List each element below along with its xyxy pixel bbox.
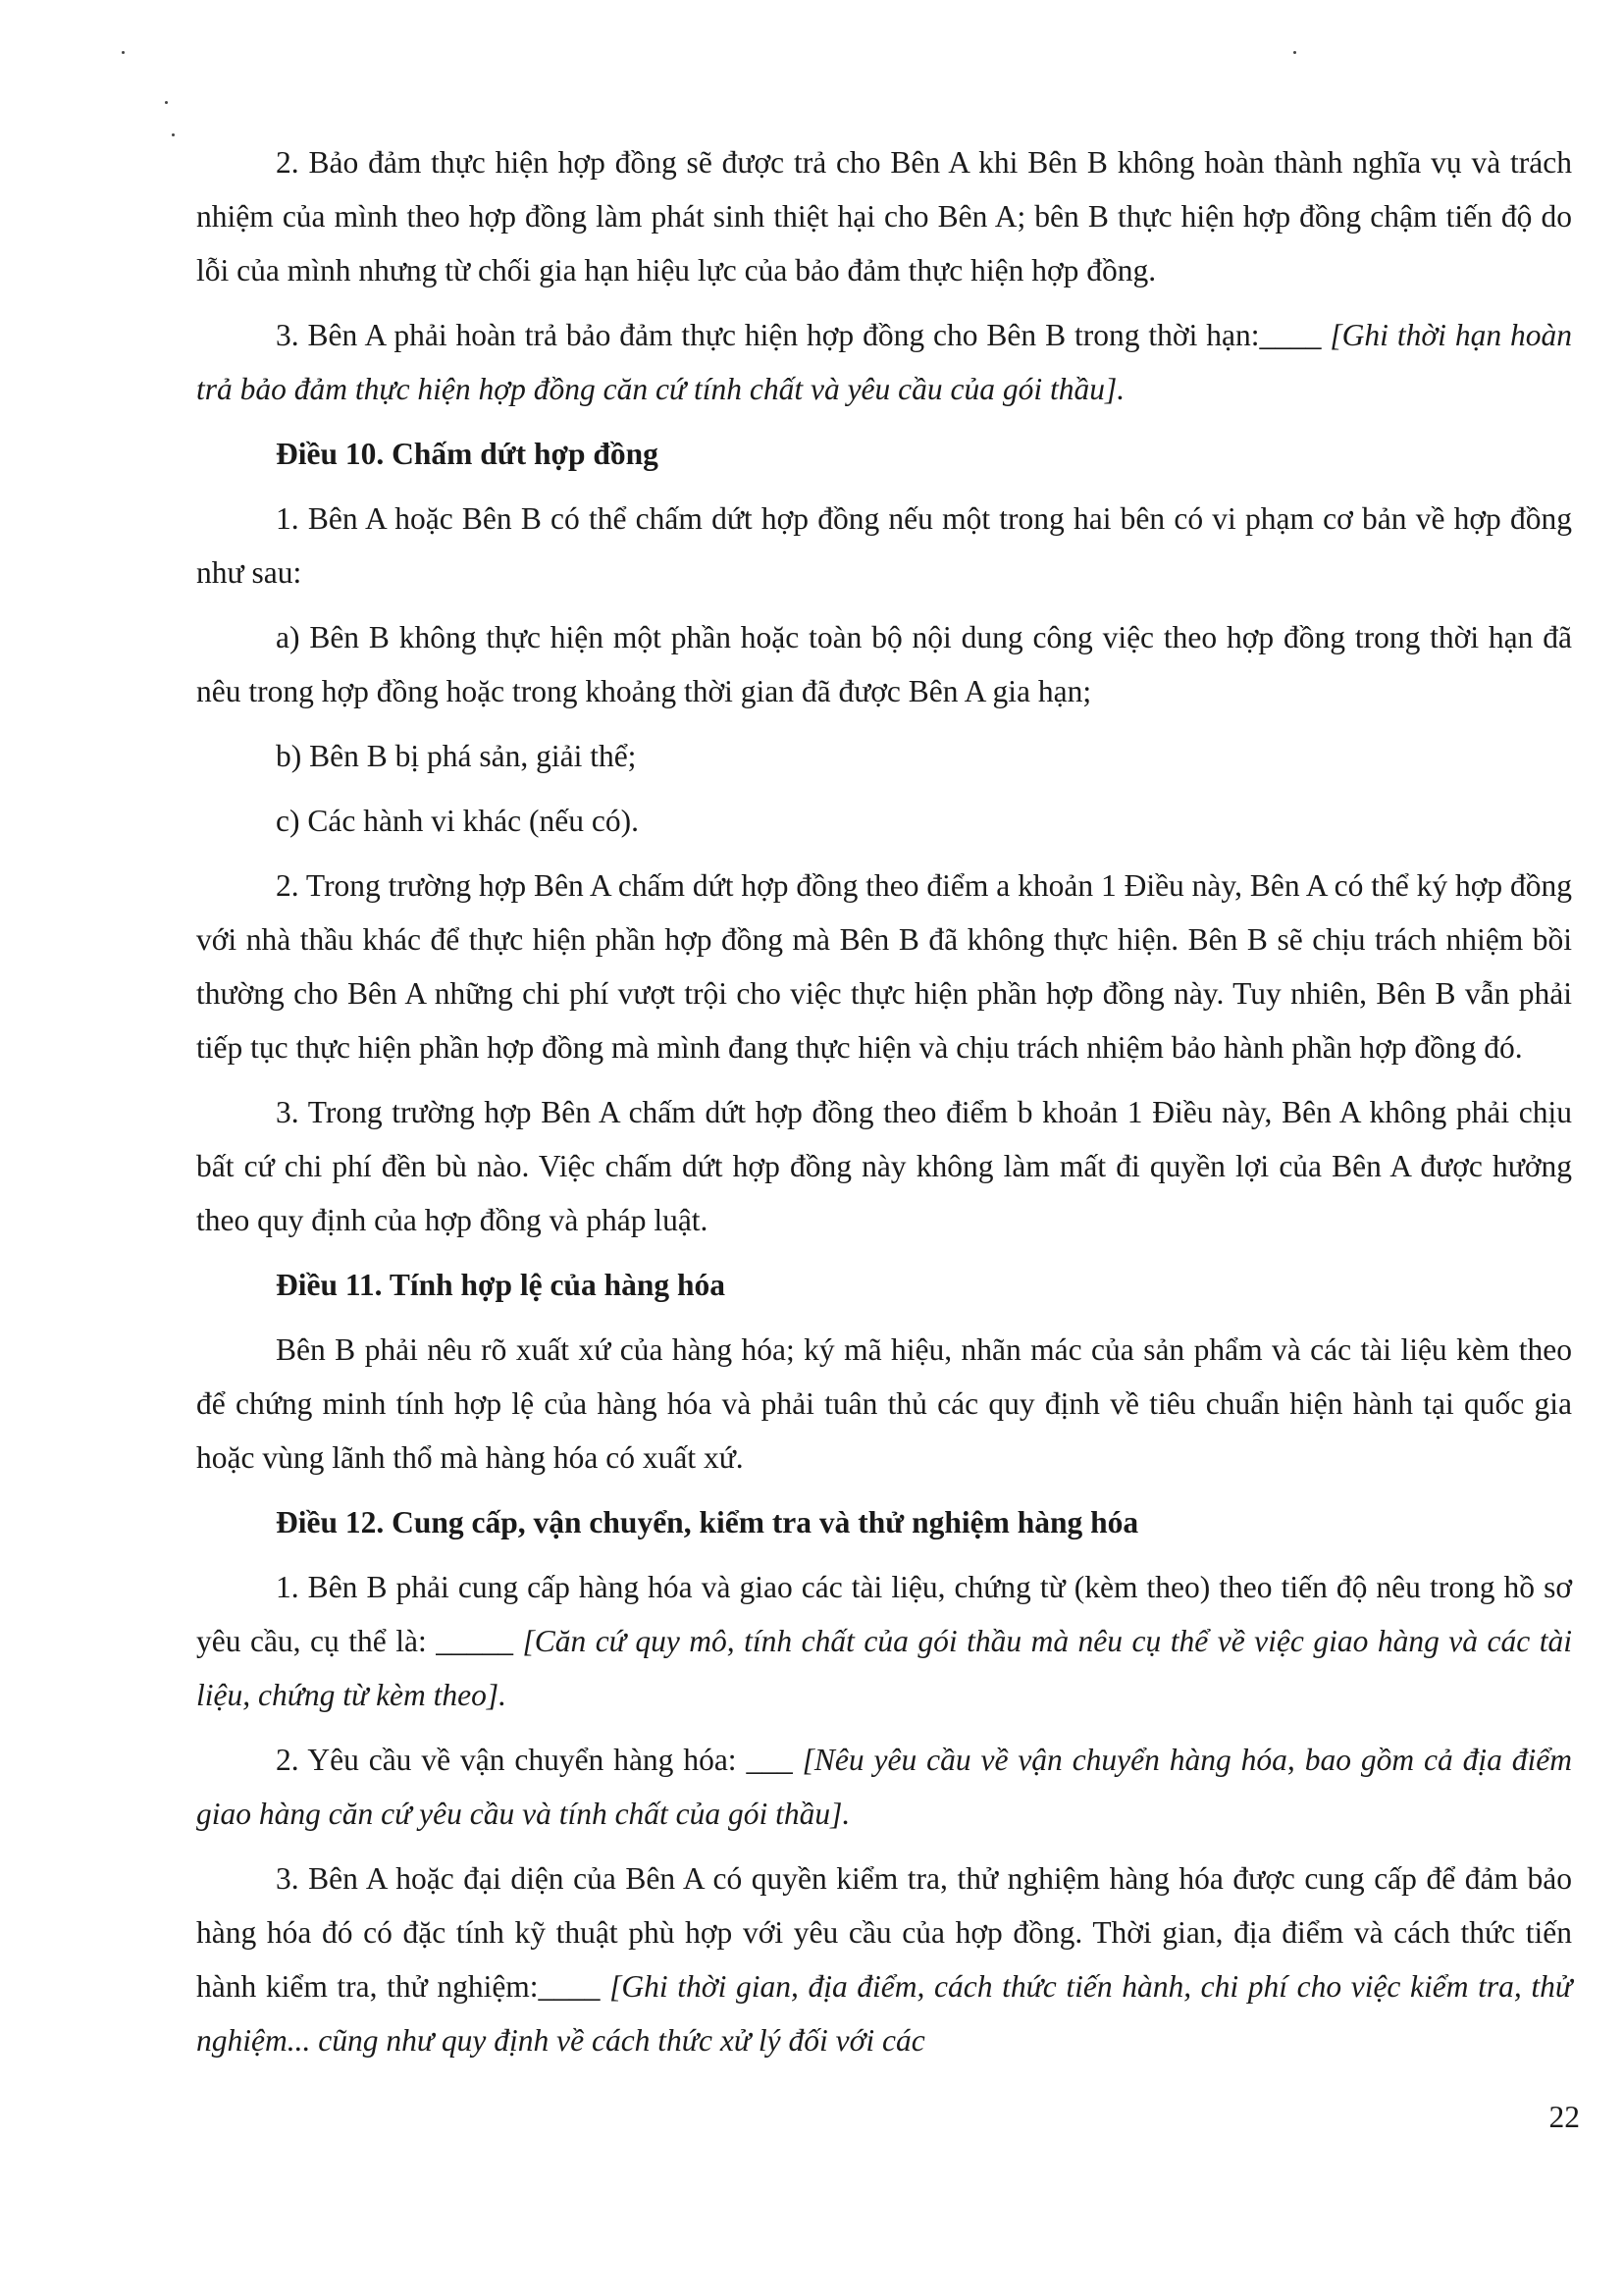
instruction-note: [Ghi thời hạn hoàn trả bảo đảm thực hiện hợp đồng căn cứ tính chất và yêu cầu của gói thầu]. xyxy=(196,318,1573,406)
list-item: c) Các hành vi khác (nếu có). xyxy=(276,804,639,838)
paragraph: 2. Trong trường hợp Bên A chấm dứt hợp đồng theo điểm a khoản 1 Điều này, Bên A có thể ký hợp đồng với nhà thầu khác để thực hiện phần hợp đồng mà Bên B đã không thực hiện. Bên B sẽ chịu trách nhiệm bồi thường cho Bên A những chi phí vượt trội cho việc thực hiện phần hợp đồng này. Tuy nhiên, Bên B vẫn phải tiếp tục thực hiện phần hợp đồng mà mình đang thực hiện và chịu trách nhiệm bảo hành phần hợp đồng đó. xyxy=(196,868,1573,1065)
paragraph xyxy=(196,1560,1572,1722)
scan-speck xyxy=(122,51,125,54)
paragraph-text: 1. Bên B phải cung cấp hàng hóa và giao các tài liệu, chứng từ (kèm theo) theo tiến độ nêu trong hồ sơ yêu cầu, cụ thể là: _____ xyxy=(196,1570,1572,1658)
paragraph: 3. Trong trường hợp Bên A chấm dứt hợp đồng theo điểm b khoản 1 Điều này, Bên A không phải chịu bất cứ chi phí đền bù nào. Việc chấm dứt hợp đồng này không làm mất đi quyền lợi của Bên A được hưởng theo quy định của hợp đồng và pháp luật. xyxy=(196,1095,1572,1237)
paragraph-text: 3. Bên A hoặc đại diện của Bên A có quyền kiểm tra, thử nghiệm hàng hóa được cung cấp để đảm bảo hàng hóa đó có đặc tính kỹ thuật phù hợp với yêu cầu của hợp đồng. Thời gian, địa điểm và cách thức tiến hành kiểm tra, thử nghiệm:____ xyxy=(196,1861,1572,2004)
article-heading: Điều 12. Cung cấp, vận chuyển, kiểm tra và thử nghiệm hàng hóa xyxy=(276,1505,1139,1539)
page-number: 22 xyxy=(1548,2100,1580,2134)
paragraph: Bên B phải nêu rõ xuất xứ của hàng hóa; ký mã hiệu, nhãn mác của sản phẩm và các tài liệu kèm theo để chứng minh tính hợp lệ của hàng hóa và phải tuân thủ các quy định về tiêu chuẩn hiện hành tại quốc gia hoặc vùng lãnh thổ mà hàng hóa có xuất xứ. xyxy=(196,1332,1572,1475)
scan-speck xyxy=(172,133,175,136)
paragraph xyxy=(196,308,1572,416)
paragraph xyxy=(196,1733,1572,1841)
paragraph: 2. Bảo đảm thực hiện hợp đồng sẽ được trả cho Bên A khi Bên B không hoàn thành nghĩa vụ và trách nhiệm của mình theo hợp đồng làm phát sinh thiệt hại cho Bên A; bên B thực hiện hợp đồng chậm tiến độ do lỗi của mình nhưng từ chối gia hạn hiệu lực của bảo đảm thực hiện hợp đồng. xyxy=(196,145,1572,287)
paragraph: 1. Bên A hoặc Bên B có thể chấm dứt hợp đồng nếu một trong hai bên có vi phạm cơ bản về hợp đồng như sau: xyxy=(196,501,1572,590)
paragraph xyxy=(196,1852,1572,2067)
scan-speck xyxy=(1293,51,1296,54)
list-item: b) Bên B bị phá sản, giải thể; xyxy=(276,739,637,773)
article-heading: Điều 10. Chấm dứt hợp đồng xyxy=(276,437,658,471)
paragraph-text: 3. Bên A phải hoàn trả bảo đảm thực hiện hợp đồng cho Bên B trong thời hạn:____ xyxy=(276,318,1331,352)
instruction-note: [Ghi thời gian, địa điểm, cách thức tiến hành, chi phí cho việc kiểm tra, thử nghiệm... cũng như quy định về cách thức xử lý đối với các xyxy=(196,1969,1573,2058)
scan-speck xyxy=(165,101,168,104)
instruction-note: [Nêu yêu cầu về vận chuyển hàng hóa, bao gồm cả địa điểm giao hàng căn cứ yêu cầu và tính chất của gói thầu]. xyxy=(196,1743,1572,1831)
list-item: a) Bên B không thực hiện một phần hoặc toàn bộ nội dung công việc theo hợp đồng trong thời hạn đã nêu trong hợp đồng hoặc trong khoảng thời gian đã được Bên A gia hạn; xyxy=(196,620,1572,708)
article-heading: Điều 11. Tính hợp lệ của hàng hóa xyxy=(276,1268,726,1302)
document-body xyxy=(196,135,1572,2078)
paragraph-text: 2. Yêu cầu về vận chuyển hàng hóa: ___ xyxy=(276,1743,803,1777)
instruction-note: [Căn cứ quy mô, tính chất của gói thầu mà nêu cụ thể về việc giao hàng và các tài liệu, chứng từ kèm theo]. xyxy=(196,1624,1572,1712)
